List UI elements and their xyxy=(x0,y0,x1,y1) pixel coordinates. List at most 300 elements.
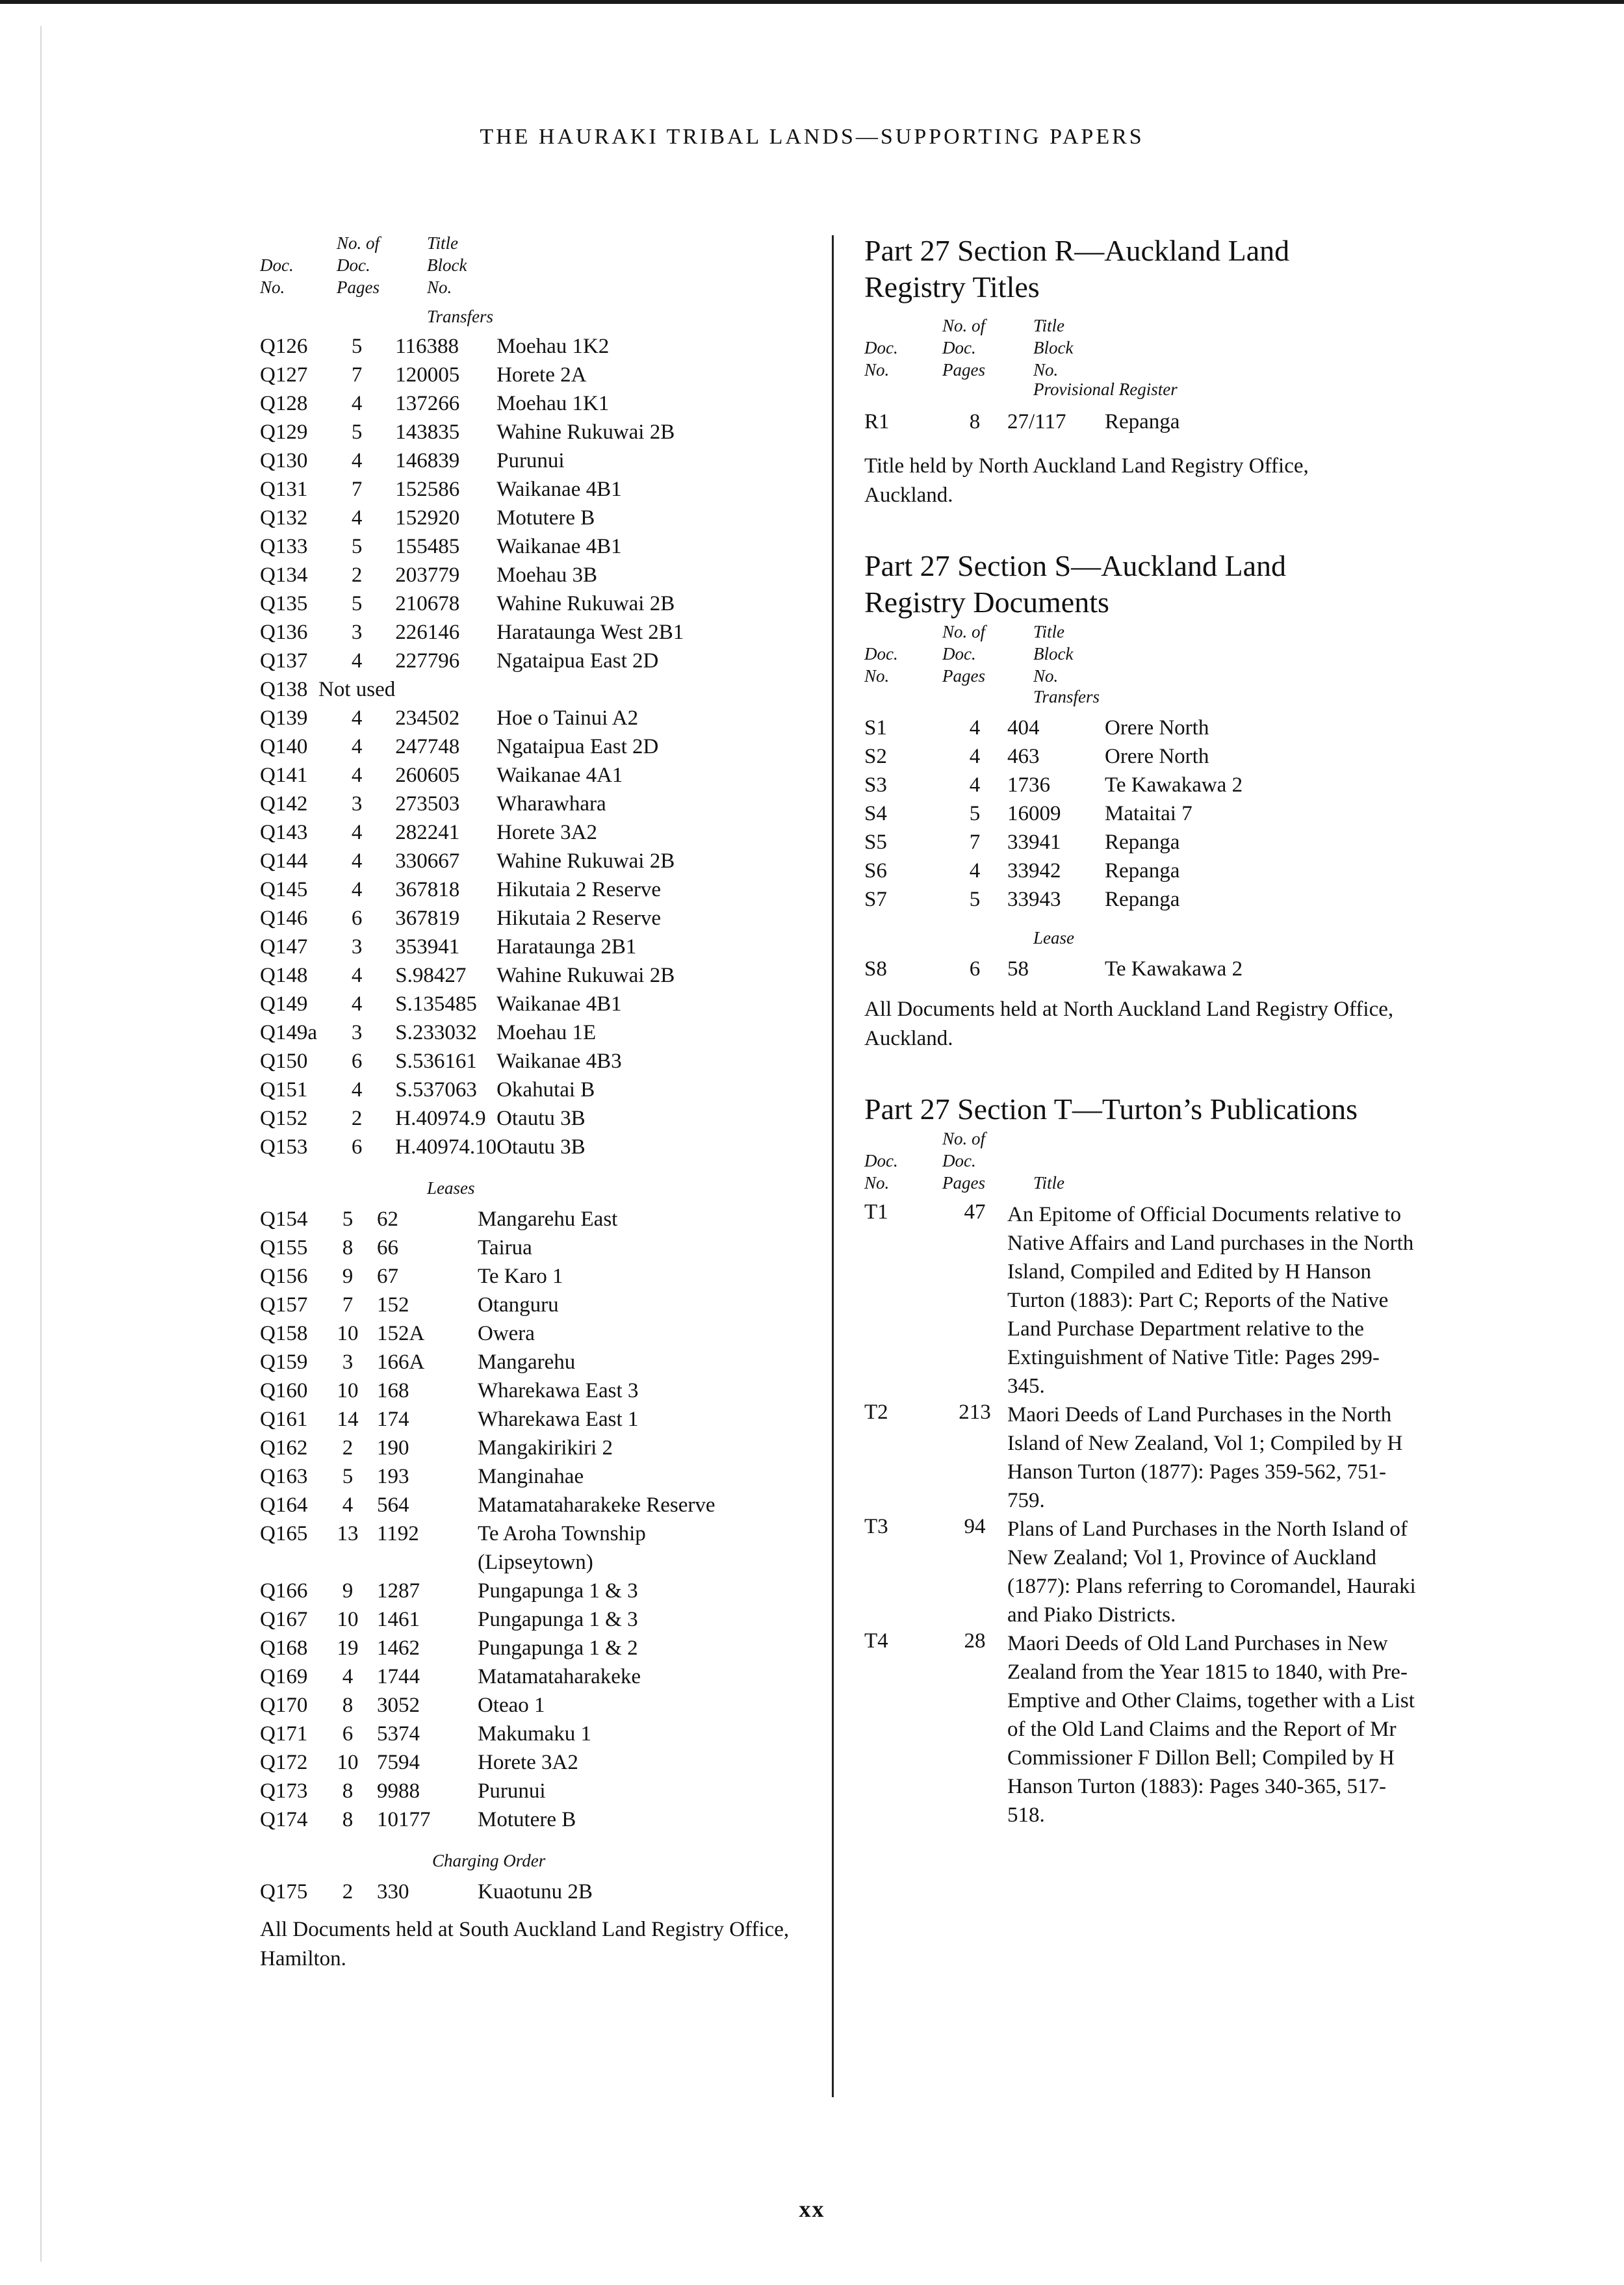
block-name: Moehau 1K2 xyxy=(496,335,610,358)
page-count: 7 xyxy=(351,363,363,387)
block-name: Hikutaia 2 Reserve xyxy=(496,907,662,930)
column-divider xyxy=(832,235,834,2097)
page-count: 5 xyxy=(342,1465,354,1488)
title-block-number: 273503 xyxy=(395,792,460,816)
title-block-number: 1287 xyxy=(377,1579,420,1603)
doc-number: Q141 xyxy=(260,764,308,787)
title-block-number: S.135485 xyxy=(395,992,477,1016)
title-block-number: 330667 xyxy=(395,849,460,873)
left-holding-note: All Documents held at South Auckland Land Registry Office, Hamilton. xyxy=(260,1918,790,1970)
header-line: No. xyxy=(864,360,890,380)
header-line: No. xyxy=(864,1173,890,1193)
title-block-number: 227796 xyxy=(395,649,460,673)
block-name xyxy=(496,678,684,706)
block-name: Oteao 1 xyxy=(478,1694,545,1717)
doc-number: S2 xyxy=(864,745,887,768)
doc-number: Q158 xyxy=(260,1322,308,1345)
doc-number: S7 xyxy=(864,888,887,911)
table-row xyxy=(260,449,684,478)
page-count: 6 xyxy=(351,907,363,930)
page-count: 2 xyxy=(351,563,363,587)
header-line: Doc. xyxy=(260,255,294,275)
page-count: 7 xyxy=(342,1293,354,1317)
doc-number: Q143 xyxy=(260,821,308,844)
table-row xyxy=(260,1551,715,1579)
doc-number: Q153 xyxy=(260,1135,308,1159)
block-name: Te Karo 1 xyxy=(478,1265,563,1288)
table-row xyxy=(260,1665,715,1694)
page-count: 5 xyxy=(342,1207,354,1231)
title-block-number: 66 xyxy=(377,1236,398,1259)
page-count: 47 xyxy=(964,1200,986,1224)
section-s-note: All Documents held at North Auckland Land Registry Office, Auckland. xyxy=(864,998,1394,1050)
block-name: Mangakirikiri 2 xyxy=(478,1436,613,1460)
table-row xyxy=(260,964,684,992)
page-count: 4 xyxy=(351,964,363,987)
doc-number: Q170 xyxy=(260,1694,308,1717)
table-row xyxy=(260,792,684,821)
doc-number: Q144 xyxy=(260,849,308,873)
header-line: No. of xyxy=(942,622,986,641)
title-block-number xyxy=(377,1551,478,1579)
header-line: No. xyxy=(864,666,890,686)
title-block-number xyxy=(395,678,496,706)
running-head: THE HAURAKI TRIBAL LANDS—SUPPORTING PAPERS xyxy=(480,125,1144,149)
title-block-number: 67 xyxy=(377,1265,398,1288)
page-count: 3 xyxy=(351,621,363,644)
doc-number: Q129 xyxy=(260,420,308,444)
title-block-number: 33942 xyxy=(1007,859,1061,883)
header-line: Block xyxy=(1033,644,1074,664)
doc-number: Q152 xyxy=(260,1107,308,1130)
section-t-title: Part 27 Section T—Turton’s Publications xyxy=(864,1092,1358,1126)
title-block-header xyxy=(1033,315,1073,381)
block-name: Wahine Rukuwai 2B xyxy=(496,420,675,444)
table-row xyxy=(260,1522,715,1551)
block-name: Moehau 1K1 xyxy=(496,392,610,415)
doc-number: Q164 xyxy=(260,1493,308,1517)
section-r-note: Title held by North Auckland Land Registry Office, Auckland. xyxy=(864,454,1309,507)
doc-number: Q128 xyxy=(260,392,308,415)
header-line: Title xyxy=(1033,316,1065,335)
doc-number: Q163 xyxy=(260,1465,308,1488)
title-block-number: S.233032 xyxy=(395,1021,477,1044)
transfers-table xyxy=(260,335,684,1164)
title-block-number: 116388 xyxy=(395,335,459,358)
title-block-number: 33943 xyxy=(1007,888,1061,911)
page-count: 8 xyxy=(969,410,981,433)
doc-number: Q165 xyxy=(260,1522,308,1545)
table-row xyxy=(260,764,684,792)
title-block-number: 226146 xyxy=(395,621,460,644)
page-count: 10 xyxy=(337,1608,359,1631)
title-block-number: 1192 xyxy=(377,1522,419,1545)
block-name: Purunui xyxy=(478,1779,546,1803)
table-row xyxy=(260,678,684,706)
page-count: 4 xyxy=(969,716,981,740)
doc-number: Q162 xyxy=(260,1436,308,1460)
page-count: 4 xyxy=(351,1078,363,1102)
section-s-title: Part 27 Section S—Auckland Land Registry Documents xyxy=(864,549,1287,619)
title-block-header xyxy=(1033,621,1073,687)
block-name: Hikutaia 2 Reserve xyxy=(496,878,662,901)
title-block-number: 247748 xyxy=(395,735,460,758)
doc-number: Q133 xyxy=(260,535,308,558)
block-name: Motutere B xyxy=(496,506,595,530)
page-count: 3 xyxy=(351,935,363,959)
block-name: Wharekawa East 3 xyxy=(478,1379,639,1402)
table-row xyxy=(260,1293,715,1322)
block-name: Waikanae 4A1 xyxy=(496,764,623,787)
page-top-edge xyxy=(0,0,1624,4)
header-line: No. xyxy=(260,278,285,297)
title-block-number: 62 xyxy=(377,1207,398,1231)
page-number: xx xyxy=(799,2196,825,2222)
block-name: Otautu 3B xyxy=(496,1135,586,1159)
section-t-header xyxy=(864,1128,1436,1200)
pages-header xyxy=(942,621,985,687)
block-name: Mangarehu xyxy=(478,1350,576,1374)
page-count: 28 xyxy=(964,1629,986,1653)
block-name: Pungapunga 1 & 3 xyxy=(478,1608,638,1631)
table-row xyxy=(864,1200,1417,1401)
block-name: Te Kawakawa 2 xyxy=(1105,957,1243,981)
block-name: Orere North xyxy=(1105,745,1209,768)
doc-number: Q131 xyxy=(260,478,308,501)
doc-number: Q142 xyxy=(260,792,308,816)
page-count: 5 xyxy=(351,592,363,615)
doc-no-header xyxy=(864,1150,898,1194)
block-name: Makumaku 1 xyxy=(478,1722,592,1746)
block-name: Ngataipua East 2D xyxy=(496,649,659,673)
pages-header xyxy=(337,232,380,298)
title-block-number: 367819 xyxy=(395,907,460,930)
doc-number: Q130 xyxy=(260,449,308,472)
table-row xyxy=(260,1078,684,1107)
table-row xyxy=(260,563,684,592)
doc-number: S3 xyxy=(864,773,887,797)
doc-number: Q156 xyxy=(260,1265,308,1288)
leases-label: Leases xyxy=(427,1178,475,1198)
publication-title: Maori Deeds of Land Purchases in the North Island of New Zealand, Vol 1; Compiled by H Hanson Turton (1877): Pages 359-562, 751-759. xyxy=(1007,1403,1403,1512)
title-block-number: 210678 xyxy=(395,592,460,615)
title-block-number: H.40974.9 xyxy=(395,1107,486,1130)
doc-number: S8 xyxy=(864,957,887,981)
header-line: Doc. xyxy=(942,644,976,664)
page-left-edge xyxy=(40,26,42,2262)
table-row xyxy=(260,535,684,563)
block-name: Matamataharakeke xyxy=(478,1665,641,1688)
doc-number: Q155 xyxy=(260,1236,308,1259)
page-count: 8 xyxy=(342,1236,354,1259)
block-name: Waikanae 4B1 xyxy=(496,992,622,1016)
doc-number: Q157 xyxy=(260,1293,308,1317)
header-line: No. of xyxy=(942,316,986,335)
doc-number: Q150 xyxy=(260,1050,308,1073)
header-line: Doc. xyxy=(864,338,898,357)
doc-number: Q140 xyxy=(260,735,308,758)
block-name: Moehau 1E xyxy=(496,1021,597,1044)
header-line: Pages xyxy=(942,1173,985,1193)
header-line: Block xyxy=(427,255,467,275)
page-count: 6 xyxy=(351,1050,363,1073)
title-block-number: 152586 xyxy=(395,478,460,501)
title-block-number: 330 xyxy=(377,1880,409,1904)
table-row xyxy=(864,831,1243,859)
doc-number: Q167 xyxy=(260,1608,308,1631)
block-name: Waikanae 4B1 xyxy=(496,535,622,558)
title-block-number: H.40974.10 xyxy=(395,1135,497,1159)
table-row xyxy=(260,1322,715,1350)
doc-number: T3 xyxy=(864,1515,888,1538)
table-row xyxy=(260,735,684,764)
page-count: 4 xyxy=(342,1493,354,1517)
block-name: Otautu 3B xyxy=(496,1107,586,1130)
doc-number: Q149 xyxy=(260,992,308,1016)
table-row xyxy=(260,1135,684,1164)
block-name: Mataitai 7 xyxy=(1105,802,1192,825)
title-block-number: 168 xyxy=(377,1379,409,1402)
page-count: 4 xyxy=(351,735,363,758)
doc-number: R1 xyxy=(864,410,890,433)
table-row xyxy=(260,1636,715,1665)
section-r-title: Part 27 Section R—Auckland Land Registry Titles xyxy=(864,234,1290,303)
block-name: Moehau 3B xyxy=(496,563,597,587)
doc-number: Q148 xyxy=(260,964,308,987)
page-count: 213 xyxy=(959,1401,991,1424)
page-count: 4 xyxy=(351,992,363,1016)
block-name: Wharawhara xyxy=(496,792,606,816)
charging-order-label: Charging Order xyxy=(432,1851,546,1870)
table-row xyxy=(260,1722,715,1751)
left-column xyxy=(260,221,799,1974)
page-count: 3 xyxy=(351,792,363,816)
header-line: No. of xyxy=(942,1129,986,1148)
block-name: Motutere B xyxy=(478,1808,576,1831)
table-row xyxy=(260,1436,715,1465)
doc-number: Q161 xyxy=(260,1408,308,1431)
header-line: Pages xyxy=(942,360,985,380)
block-name: Te Aroha Township xyxy=(478,1522,646,1545)
page-count: 4 xyxy=(351,449,363,472)
title-block-number: 404 xyxy=(1007,716,1040,740)
doc-number: T1 xyxy=(864,1200,888,1224)
doc-number: T2 xyxy=(864,1401,888,1424)
header-line: Pages xyxy=(942,666,985,686)
right-column xyxy=(864,221,1436,1829)
title-block-number: 166A xyxy=(377,1350,425,1374)
section-r-header xyxy=(864,305,1436,386)
page-count: 10 xyxy=(337,1322,359,1345)
page-count: 4 xyxy=(351,706,363,730)
title-block-number: 152920 xyxy=(395,506,460,530)
table-row xyxy=(260,649,684,678)
page-count: 9 xyxy=(342,1265,354,1288)
header-line: Doc. xyxy=(942,1151,976,1170)
page-count xyxy=(318,1551,377,1579)
doc-number: Q149a xyxy=(260,1021,317,1044)
block-name: Wahine Rukuwai 2B xyxy=(496,964,675,987)
header-line: Doc. xyxy=(942,338,976,357)
title-block-number: 353941 xyxy=(395,935,460,959)
provisional-register-label: Provisional Register xyxy=(1033,380,1178,399)
block-name: Repanga xyxy=(1105,888,1180,911)
page-count: 7 xyxy=(969,831,981,854)
page-count: 6 xyxy=(342,1722,354,1746)
doc-no-header xyxy=(864,337,898,381)
block-name: Repanga xyxy=(1105,410,1180,433)
page-count: 3 xyxy=(342,1350,354,1374)
title-block-number: 3052 xyxy=(377,1694,420,1717)
page-count: 10 xyxy=(337,1379,359,1402)
page-count: 4 xyxy=(351,821,363,844)
pages-header xyxy=(942,315,985,381)
charging-order-table xyxy=(260,1880,593,1909)
doc-number: Q147 xyxy=(260,935,308,959)
header-line: Doc. xyxy=(864,644,898,664)
header-line: No. xyxy=(1033,360,1059,380)
title-block-number: 155485 xyxy=(395,535,460,558)
block-name: Repanga xyxy=(1105,859,1180,883)
title-block-number: 58 xyxy=(1007,957,1029,981)
table-row xyxy=(864,1629,1417,1829)
table-row xyxy=(260,363,684,392)
page-count: 4 xyxy=(351,506,363,530)
title-block-number: 152 xyxy=(377,1293,409,1317)
table-row xyxy=(260,1579,715,1608)
doc-number: Q135 xyxy=(260,592,308,615)
page-count: 7 xyxy=(351,478,363,501)
page-count: 6 xyxy=(351,1135,363,1159)
table-row xyxy=(864,1401,1417,1515)
doc-number: Q172 xyxy=(260,1751,308,1774)
title-block-number: 143835 xyxy=(395,420,460,444)
block-name: Hoe o Tainui A2 xyxy=(496,706,639,730)
section-r-table xyxy=(864,410,1179,439)
page-count: 4 xyxy=(342,1665,354,1688)
block-name: Pungapunga 1 & 2 xyxy=(478,1636,638,1660)
block-name: Harataunga 2B1 xyxy=(496,935,637,959)
header-line: Doc. xyxy=(337,255,370,275)
doc-number: S6 xyxy=(864,859,887,883)
header-line: No. xyxy=(427,278,452,297)
title-block-number: 203779 xyxy=(395,563,460,587)
block-name: Te Kawakawa 2 xyxy=(1105,773,1243,797)
page-count: 6 xyxy=(969,957,981,981)
page-count: 2 xyxy=(351,1107,363,1130)
page-count: 3 xyxy=(351,1021,363,1044)
table-row xyxy=(260,1493,715,1522)
table-row xyxy=(864,802,1243,831)
doc-number: Q136 xyxy=(260,621,308,644)
page-count: 4 xyxy=(351,764,363,787)
block-name: Manginahae xyxy=(478,1465,584,1488)
page-count: 5 xyxy=(351,535,363,558)
header-line: Title xyxy=(427,233,459,253)
table-row xyxy=(864,410,1179,439)
page-count: 94 xyxy=(964,1515,986,1538)
block-name: Ngataipua East 2D xyxy=(496,735,659,758)
title-block-number: 174 xyxy=(377,1408,409,1431)
block-name: Purunui xyxy=(496,449,565,472)
page-count: 9 xyxy=(342,1579,354,1603)
block-name: Pungapunga 1 & 3 xyxy=(478,1579,638,1603)
title-block-number: 463 xyxy=(1007,745,1040,768)
table-row xyxy=(260,1379,715,1408)
header-line: No. of xyxy=(337,233,380,253)
title-block-number: 1462 xyxy=(377,1636,420,1660)
table-row xyxy=(260,706,684,735)
title-block-number: 16009 xyxy=(1007,802,1061,825)
header-line: Title xyxy=(1033,1173,1065,1193)
table-row xyxy=(260,935,684,964)
title-block-number: 9988 xyxy=(377,1779,420,1803)
doc-no-header xyxy=(260,254,294,298)
doc-number: Q139 xyxy=(260,706,308,730)
doc-number: S5 xyxy=(864,831,887,854)
page-count: 14 xyxy=(337,1408,359,1431)
section-s-table xyxy=(864,716,1243,916)
title-block-number: S.536161 xyxy=(395,1050,477,1073)
table-row xyxy=(864,888,1243,916)
table-row xyxy=(260,1880,593,1909)
title-block-number: 1736 xyxy=(1007,773,1050,797)
title-block-number: 33941 xyxy=(1007,831,1061,854)
doc-number: Q171 xyxy=(260,1722,308,1746)
pages-header xyxy=(942,1128,985,1194)
table-row xyxy=(864,773,1243,802)
page-count: 5 xyxy=(969,802,981,825)
transfers-label: Transfers xyxy=(427,307,494,326)
table-row xyxy=(260,478,684,506)
page-count: 8 xyxy=(342,1694,354,1717)
title-block-number: 10177 xyxy=(377,1808,431,1831)
doc-number: Q145 xyxy=(260,878,308,901)
title-block-number: 7594 xyxy=(377,1751,420,1774)
block-name: Kuaotunu 2B xyxy=(478,1880,593,1904)
title-block-number: S.98427 xyxy=(395,964,467,987)
title-block-number: 1744 xyxy=(377,1665,420,1688)
title-block-number: 234502 xyxy=(395,706,460,730)
table-row xyxy=(260,1350,715,1379)
title-block-number: 5374 xyxy=(377,1722,420,1746)
page-count: 4 xyxy=(351,392,363,415)
doc-no-header xyxy=(864,643,898,687)
table-row xyxy=(260,1207,715,1236)
block-name: Harataunga West 2B1 xyxy=(496,621,684,644)
page-count: 4 xyxy=(351,878,363,901)
page-count: 10 xyxy=(337,1751,359,1774)
header-line: Pages xyxy=(337,278,380,297)
table-row xyxy=(260,335,684,363)
table-row xyxy=(260,621,684,649)
table-row xyxy=(260,1779,715,1808)
page-count: 4 xyxy=(351,649,363,673)
table-row xyxy=(260,1808,715,1837)
block-name: Repanga xyxy=(1105,831,1180,854)
block-name: Mangarehu East xyxy=(478,1207,618,1231)
table-row xyxy=(864,1515,1417,1629)
title-block-number: 564 xyxy=(377,1493,409,1517)
table-row xyxy=(260,1408,715,1436)
page-count: 5 xyxy=(351,420,363,444)
page-count: 4 xyxy=(351,849,363,873)
block-name: Tairua xyxy=(478,1236,532,1259)
page-count: Not used xyxy=(318,678,396,701)
doc-number: Q134 xyxy=(260,563,308,587)
doc-number: Q151 xyxy=(260,1078,308,1102)
block-name: Otanguru xyxy=(478,1293,559,1317)
